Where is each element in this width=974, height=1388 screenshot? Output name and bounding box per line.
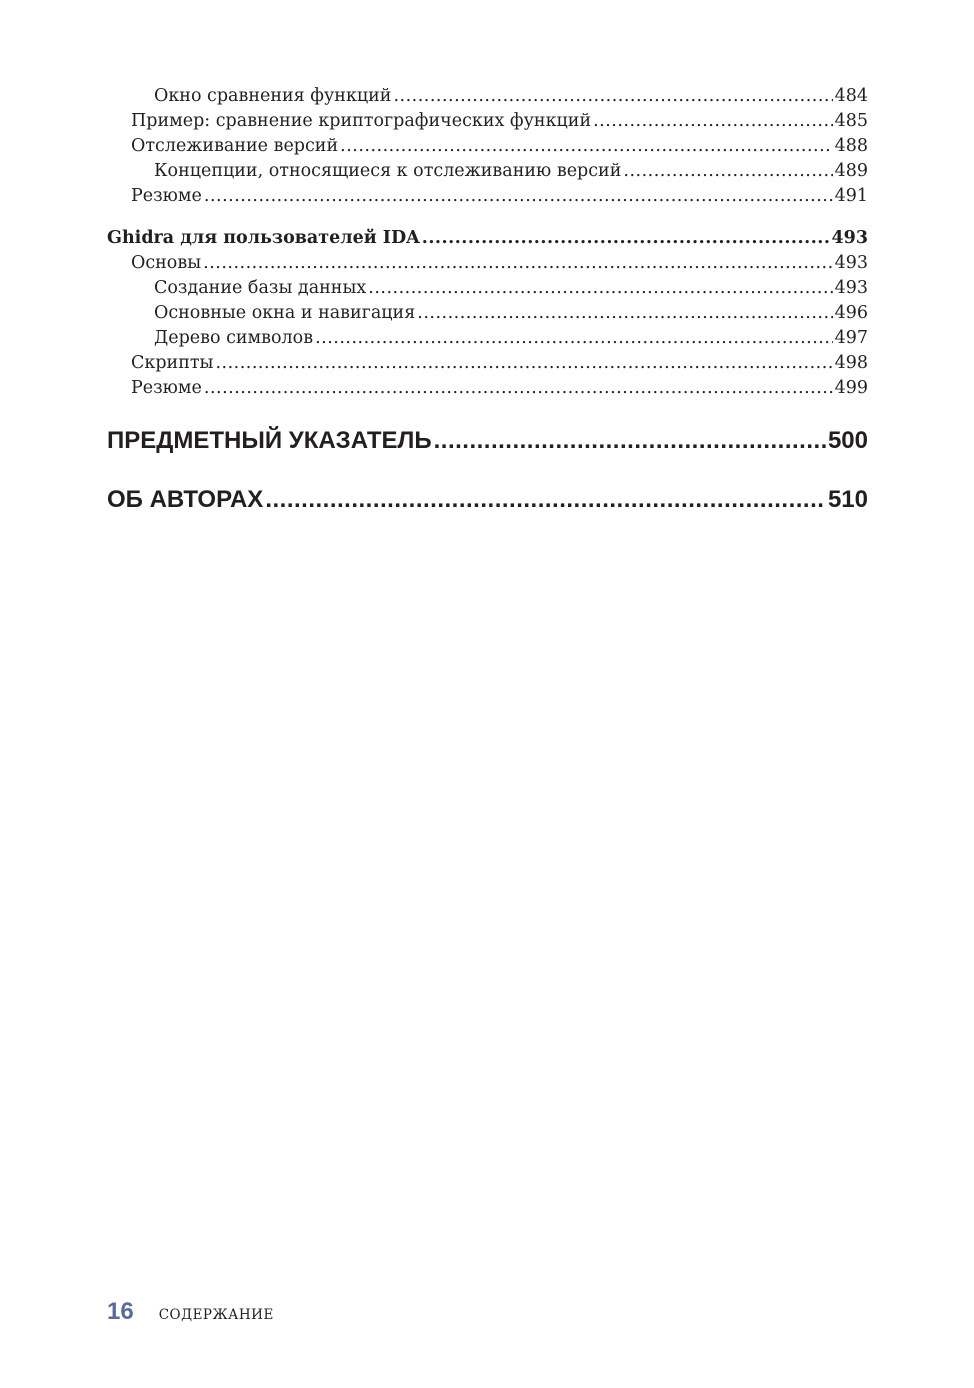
dot-leader bbox=[393, 84, 832, 109]
toc-entry-page: 496 bbox=[834, 303, 868, 323]
dot-leader bbox=[340, 134, 832, 159]
toc-entry-title: Концепции, относящиеся к отслеживанию версий bbox=[154, 161, 622, 181]
dot-leader bbox=[204, 184, 833, 209]
dot-leader bbox=[215, 351, 832, 376]
toc-entry-page: 493 bbox=[834, 253, 868, 273]
toc-entry-title: Отслеживание версий bbox=[131, 136, 339, 156]
toc-entry-title: Резюме bbox=[131, 186, 202, 206]
dot-leader bbox=[203, 251, 832, 276]
toc-chapter-entry[interactable] bbox=[107, 226, 868, 251]
toc-entry-page: 499 bbox=[834, 378, 868, 398]
toc-entry-page: 493 bbox=[834, 278, 868, 298]
dot-leader bbox=[204, 376, 833, 401]
toc-entry[interactable] bbox=[107, 251, 868, 276]
toc-entry-page: 485 bbox=[834, 111, 868, 131]
toc-entry-page: 498 bbox=[834, 353, 868, 373]
toc-entry[interactable] bbox=[107, 134, 868, 159]
toc-entry-title: Основы bbox=[131, 253, 202, 273]
toc-entry[interactable] bbox=[107, 159, 868, 184]
toc-entry-page: 491 bbox=[834, 186, 868, 206]
dot-leader bbox=[315, 326, 833, 351]
dot-leader bbox=[368, 276, 832, 301]
dot-leader bbox=[434, 424, 826, 458]
toc-entry[interactable] bbox=[107, 326, 868, 351]
toc-entry-title: Основные окна и навигация bbox=[154, 303, 416, 323]
toc-entry[interactable] bbox=[107, 301, 868, 326]
toc-entry[interactable] bbox=[107, 184, 868, 209]
toc-entry-page: 488 bbox=[834, 136, 868, 156]
dot-leader bbox=[265, 483, 826, 517]
toc-entry-page: 484 bbox=[834, 86, 868, 106]
table-of-contents bbox=[107, 84, 868, 517]
toc-entry-title: Ghidra для пользователей IDA bbox=[107, 228, 420, 248]
toc-part-entry[interactable] bbox=[107, 483, 868, 517]
toc-entry-title: ПРЕДМЕТНЫЙ УКАЗАТЕЛЬ bbox=[107, 427, 432, 454]
toc-entry-title: Окно сравнения функций bbox=[154, 86, 392, 106]
toc-entry-page: 497 bbox=[834, 328, 868, 348]
toc-entry-page: 500 bbox=[827, 427, 868, 454]
toc-entry-page: 493 bbox=[831, 228, 868, 248]
toc-entry[interactable] bbox=[107, 109, 868, 134]
toc-part-entry[interactable] bbox=[107, 424, 868, 458]
toc-entry-title: Создание базы данных bbox=[154, 278, 367, 298]
toc-entry[interactable] bbox=[107, 84, 868, 109]
dot-leader bbox=[417, 301, 832, 326]
toc-entry[interactable] bbox=[107, 376, 868, 401]
toc-entry-page: 489 bbox=[834, 161, 868, 181]
toc-entry-title: ОБ АВТОРАХ bbox=[107, 486, 264, 513]
toc-entry-page: 510 bbox=[827, 486, 868, 513]
toc-entry-title: Дерево символов bbox=[154, 328, 314, 348]
toc-entry-title: Резюме bbox=[131, 378, 202, 398]
toc-entry-title: Скрипты bbox=[131, 353, 214, 373]
toc-entry[interactable] bbox=[107, 351, 868, 376]
dot-leader bbox=[623, 159, 832, 184]
toc-entry[interactable] bbox=[107, 276, 868, 301]
page-number: 16 bbox=[107, 1298, 134, 1325]
dot-leader bbox=[422, 226, 830, 251]
page-footer bbox=[107, 1298, 274, 1326]
toc-entry-title: Пример: сравнение криптографических функций bbox=[131, 111, 592, 131]
dot-leader bbox=[593, 109, 832, 134]
running-title: СОДЕРЖАНИЕ bbox=[158, 1307, 274, 1323]
